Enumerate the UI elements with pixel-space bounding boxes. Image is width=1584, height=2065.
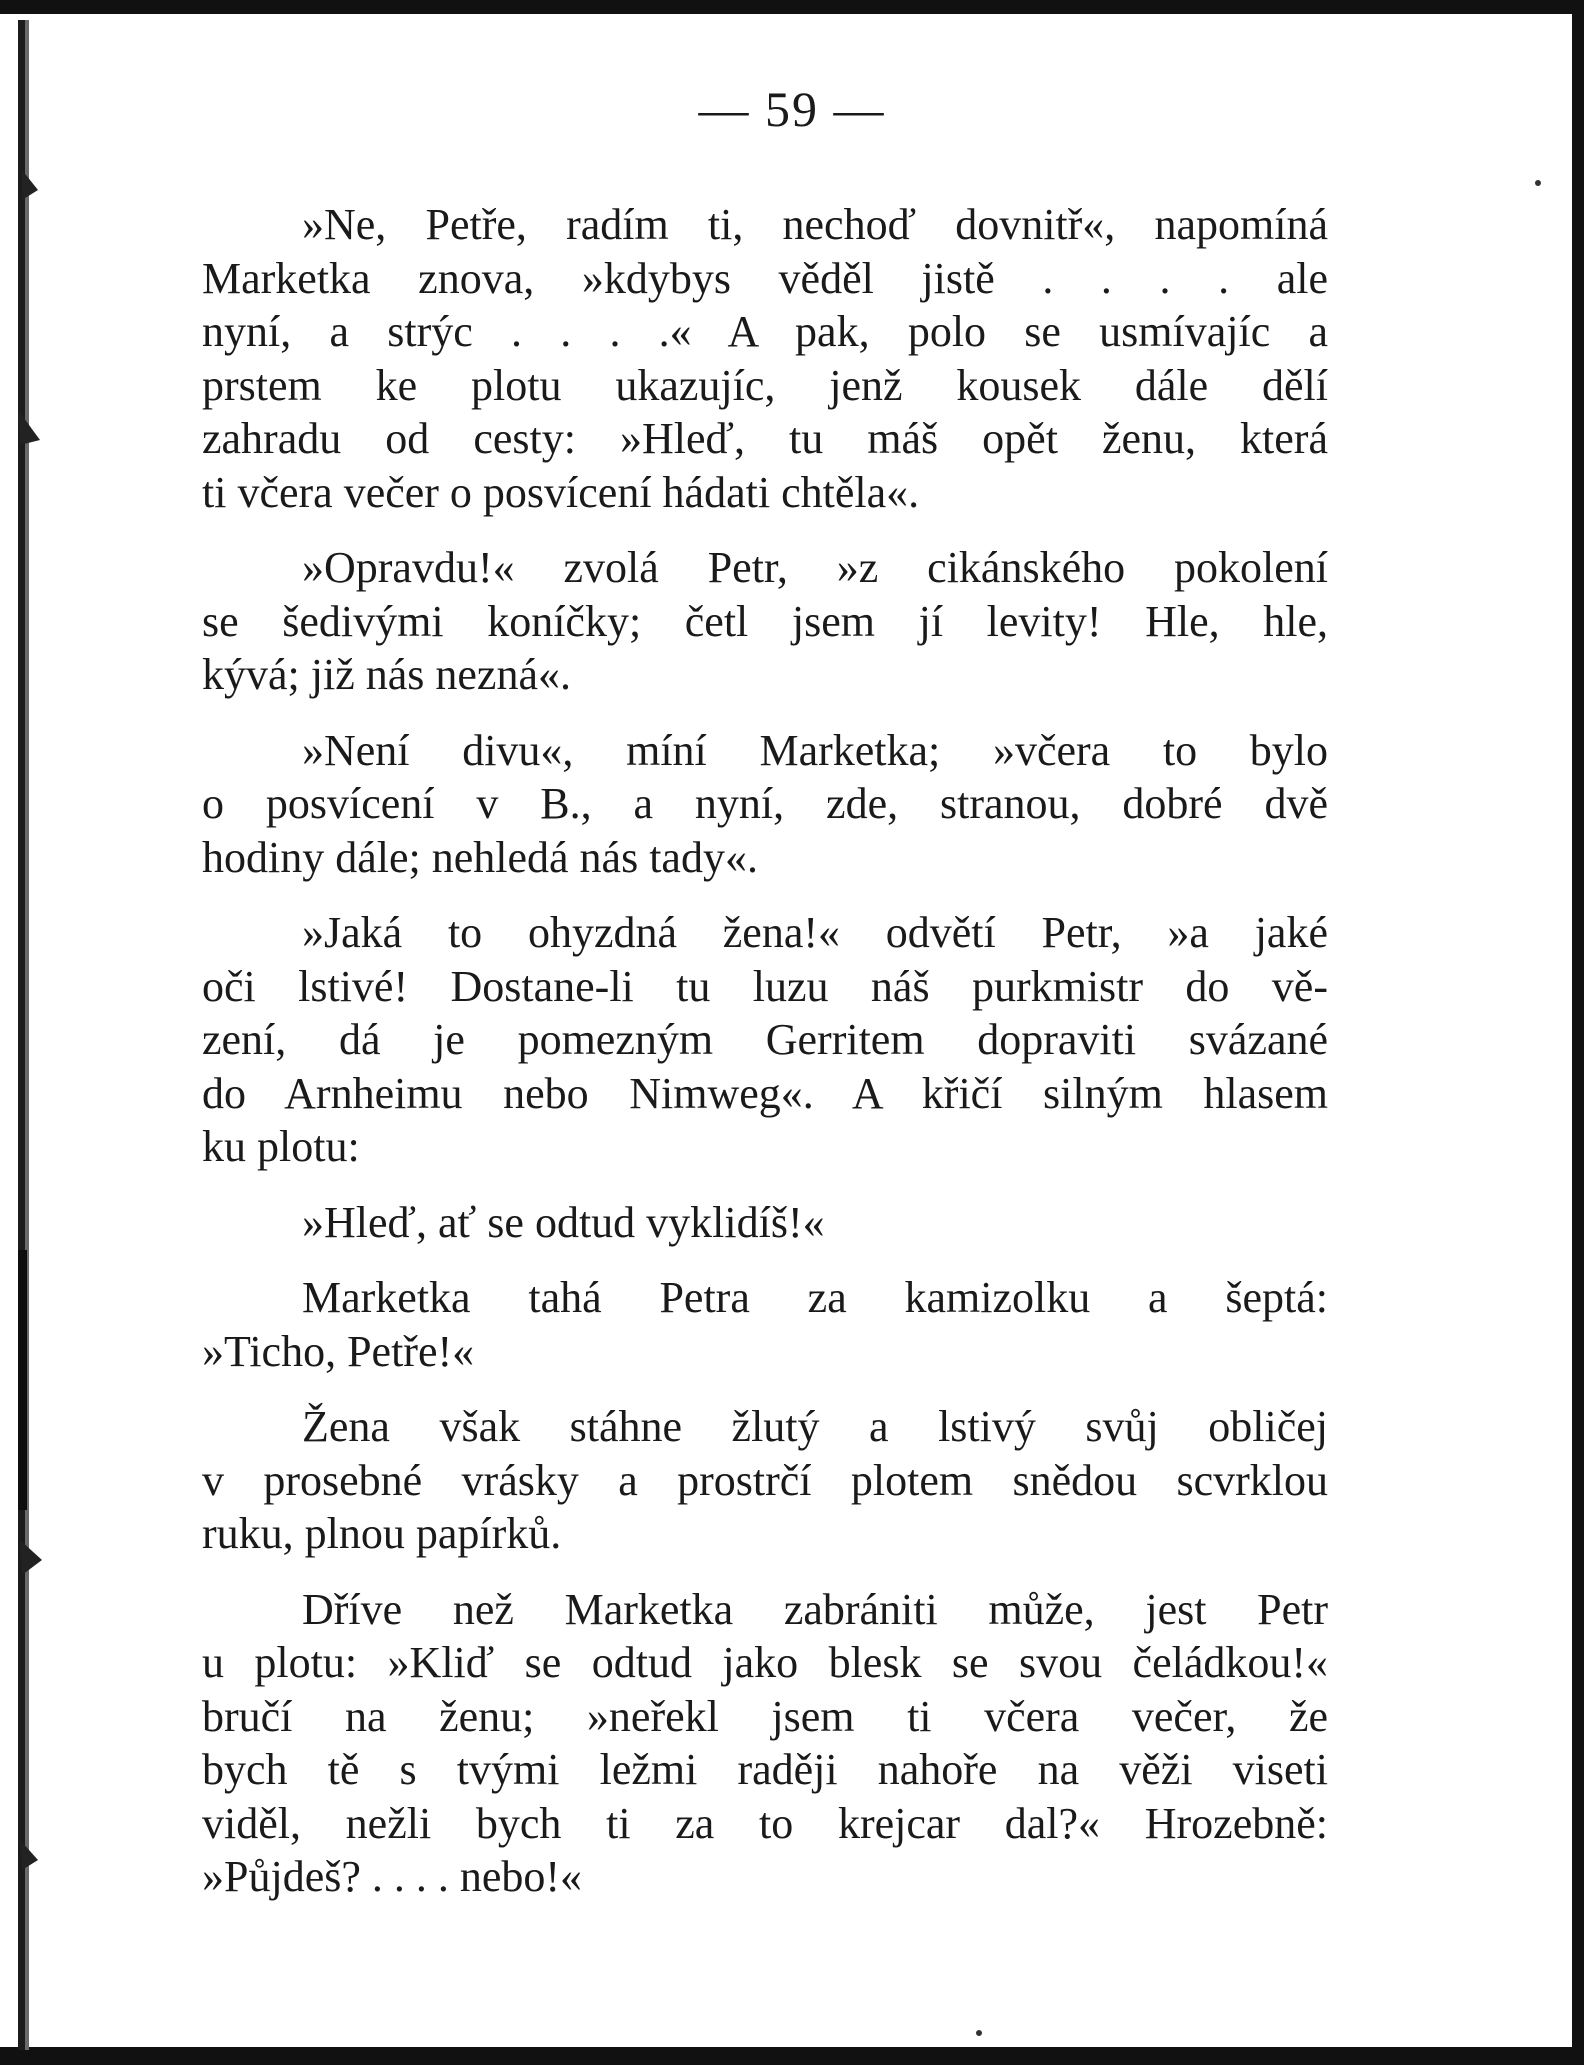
paragraph [202, 1400, 1328, 1561]
text-line: viděl, nežli bych ti za to krejcar dal?« Hrozebně: [202, 1798, 1328, 1848]
text-line: »Opravdu!« zvolá Petr, »z cikánského pokolení [302, 543, 1328, 592]
text-line: ruku, plnou papírků. [202, 1509, 562, 1558]
text-line: »Jaká to ohyzdná žena!« odvětí Petr, »a jaké [302, 908, 1328, 957]
paragraph [202, 1583, 1328, 1904]
scan-speck [976, 2030, 982, 2036]
scan-speck [1535, 180, 1541, 186]
text-line: »Ne, Petře, radím ti, nechoď dovnitř«, napomíná [302, 200, 1328, 249]
text-line: kývá; již nás nezná«. [202, 650, 571, 699]
text-line: »Není divu«, míní Marketka; »včera to bylo [302, 725, 1328, 775]
spine-shadow-graphic [8, 20, 42, 2050]
text-line: Dříve než Marketka zabrániti může, jest Petr [302, 1584, 1328, 1634]
text-line: »Hleď, ať se odtud vyklidíš!« [302, 1197, 825, 1247]
paragraph [202, 906, 1328, 1174]
text-line: o posvícení v B., a nyní, zde, stranou, dobré dvě [202, 779, 1328, 828]
text-line: bručí na ženu; »neřekl jsem ti včera večer, že [202, 1691, 1328, 1741]
body-text [202, 198, 1328, 1926]
text-line: ku plotu: [202, 1122, 360, 1171]
text-line: Marketka znova, »kdybys věděl jistě . . . . ale [202, 253, 1328, 303]
text-line: Žena však stáhne žlutý a lstivý svůj obličej [302, 1402, 1328, 1451]
text-line: se šedivými koníčky; četl jsem jí levity! Hle, hle, [202, 596, 1328, 646]
text-line: u plotu: »Kliď se odtud jako blesk se svou čeládkou!« [202, 1638, 1328, 1687]
paragraph [202, 198, 1328, 519]
paragraph [202, 1271, 1328, 1378]
text-line: zení, dá je pomezným Gerritem dopraviti svázané [202, 1015, 1328, 1064]
text-line: do Arnheimu nebo Nimweg«. A křičí silným hlasem [202, 1068, 1328, 1118]
text-line: nyní, a strýc . . . .« A pak, polo se usmívajíc a [202, 307, 1328, 356]
text-line: zahradu od cesty: »Hleď, tu máš opět ženu, která [202, 414, 1328, 463]
book-spine-edge [8, 20, 42, 2050]
text-line: ti včera večer o posvícení hádati chtěla«. [202, 467, 920, 517]
text-line: Marketka tahá Petra za kamizolku a šeptá: [302, 1273, 1328, 1322]
paragraph [202, 541, 1328, 702]
paragraph [202, 724, 1328, 885]
text-line: oči lstivé! Dostane-li tu luzu náš purkmistr do vě- [202, 961, 1328, 1011]
page-number: — 59 — [698, 81, 886, 137]
text-line: bych tě s tvými ležmi raději nahoře na věži viseti [202, 1745, 1328, 1794]
paragraph [202, 1196, 1328, 1250]
text-line: prstem ke plotu ukazujíc, jenž kousek dále dělí [202, 360, 1328, 410]
text-line: »Půjdeš? . . . . nebo!« [202, 1852, 583, 1901]
text-line: »Ticho, Petře!« [202, 1326, 475, 1376]
text-line: hodiny dále; nehledá nás tady«. [202, 832, 758, 882]
text-line: v prosebné vrásky a prostrčí plotem snědou scvrklou [202, 1455, 1328, 1505]
